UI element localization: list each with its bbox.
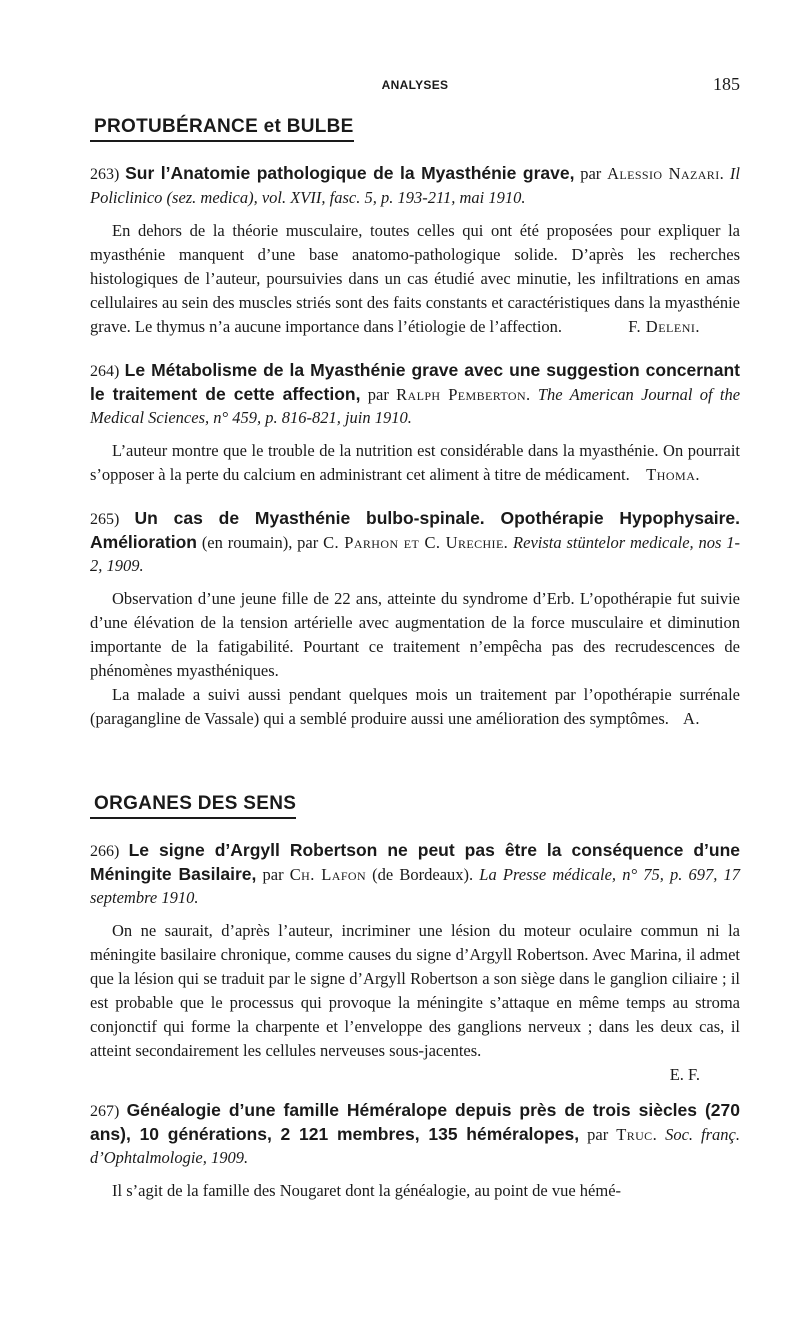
article-body	[90, 587, 740, 731]
article-number: 266)	[90, 843, 120, 860]
article-text: Il s’agit de la famille des Nougaret dont la généalogie, au point de vue hémé-	[112, 1181, 622, 1200]
article-author: Ralph Pemberton.	[396, 385, 531, 404]
section-heading-protuberance: PROTUBÉRANCE et BULBE	[90, 116, 354, 142]
article-body	[90, 439, 740, 487]
article-by: par	[367, 385, 389, 404]
article-header	[90, 1099, 740, 1169]
article-number: 264)	[90, 363, 120, 380]
article-264	[90, 359, 740, 487]
page-number: 185	[713, 74, 740, 94]
article-266	[90, 839, 740, 1087]
article-body	[90, 919, 740, 1063]
article-by: par	[587, 1125, 609, 1144]
article-signature: A.	[682, 709, 700, 728]
article-text: En dehors de la théorie musculaire, toutes celles qui ont été proposées pour expliquer la myasthénie manquent d’une base anatomo-pathologique solide. D’après les recherches histologiques de l’auteur, poursuivies dans un cas étudié avec minutie, les infiltrations en amas cellulaires au sein des muscles striés sont des faits constants et caractéristiques dans la myasthénie grave. Le thymus n’a aucune importance dans l’étiologie de l’affection.	[90, 221, 740, 336]
article-263	[90, 162, 740, 339]
article-number: 263)	[90, 166, 120, 183]
article-signature: Thoma.	[646, 465, 700, 484]
article-title: Généalogie d’une famille Héméralope depuis près de trois siècles (270 ans), 10 générations, 2 121 membres, 135 héméralopes,	[90, 1100, 741, 1144]
article-author: C. Parhon et C. Urechie.	[323, 533, 509, 552]
article-source: Soc. franç. d’Ophtalmologie, 1909.	[90, 1125, 741, 1167]
section-heading-organes: ORGANES DES SENS	[90, 793, 296, 819]
article-title: Sur l’Anatomie pathologique de la Myasthénie grave,	[125, 163, 575, 183]
article-267	[90, 1099, 740, 1203]
article-source: Il Policlinico (sez. medica), vol. XVII, fasc. 5, p. 193-211, mai 1910.	[90, 164, 740, 207]
article-number: 267)	[90, 1103, 120, 1120]
article-by: par	[262, 865, 284, 884]
article-265	[90, 507, 740, 731]
article-body	[90, 1179, 740, 1203]
article-source: Revista stüntelor medicale, nos 1-2, 1909.	[90, 533, 740, 575]
article-title: Le Métabolisme de la Myasthénie grave avec une suggestion concernant le traitement de cette affection,	[90, 360, 740, 404]
article-signature: F. Deleni.	[628, 317, 700, 336]
article-header	[90, 507, 740, 577]
article-author: Alessio Nazari.	[607, 164, 725, 183]
article-signature: E. F.	[669, 1065, 700, 1084]
article-text: On ne saurait, d’après l’auteur, incriminer une lésion du moteur oculaire commun ni la méningite basilaire chronique, comme causes du signe d’Argyll Robertson. Avec Marina, il admet que la lésion qui se traduit par le signe d’Argyll Robertson a son siège dans le ganglion ciliaire ; il est probable que le processus qui provoque la méningite s’attaque en même temps au stroma conjonctif qui forme la charpente et l’enveloppe des ganglions nerveux ; dans les deux cas, il atteint secondairement les cellules nerveuses sous-jacentes.	[90, 921, 740, 1060]
article-place: (de Bordeaux).	[372, 865, 474, 884]
article-header	[90, 359, 740, 429]
article-paragraph: Observation d’une jeune fille de 22 ans, atteinte du syndrome d’Erb. L’opothérapie fut suivie d’une élévation de la tension artérielle avec augmentation de la force musculaire et diminution importante de la fatigabilité. Pourtant ce traitement n’empêcha pas des recrudescences de phénomènes myasthéniques.	[90, 589, 740, 680]
article-source: La Presse médicale, n° 75, p. 697, 17 septembre 1910.	[90, 865, 740, 907]
article-author: Truc.	[616, 1125, 658, 1144]
article-text: La malade a suivi aussi pendant quelques mois un traitement par l’opothérapie surrénale (paragangline de Vassale) qui a semblé produire aussi une amélioration des symptômes.	[90, 685, 740, 728]
page	[90, 72, 740, 1203]
running-header	[90, 72, 740, 98]
article-paragraph	[90, 683, 740, 731]
article-source: The American Journal of the Medical Sciences, n° 459, p. 816-821, juin 1910.	[90, 385, 741, 427]
running-title: ANALYSES	[381, 78, 449, 92]
article-text: L’auteur montre que le trouble de la nutrition est considérable dans la myasthénie. On pourrait s’opposer à la perte du calcium en administrant cet aliment à titre de médicament.	[90, 441, 740, 484]
article-number: 265)	[90, 511, 120, 528]
article-author: Ch. Lafon	[289, 865, 367, 884]
article-by: par	[580, 164, 602, 183]
article-body	[90, 219, 740, 339]
article-by: (en roumain), par	[201, 533, 319, 552]
article-title: Le signe d’Argyll Robertson ne peut pas être la conséquence d’une Méningite Basilaire,	[90, 840, 741, 884]
article-header	[90, 162, 740, 209]
article-title: Un cas de Myasthénie bulbo-spinale. Opothérapie Hypophysaire. Amélioration	[90, 508, 740, 552]
article-header	[90, 839, 740, 909]
